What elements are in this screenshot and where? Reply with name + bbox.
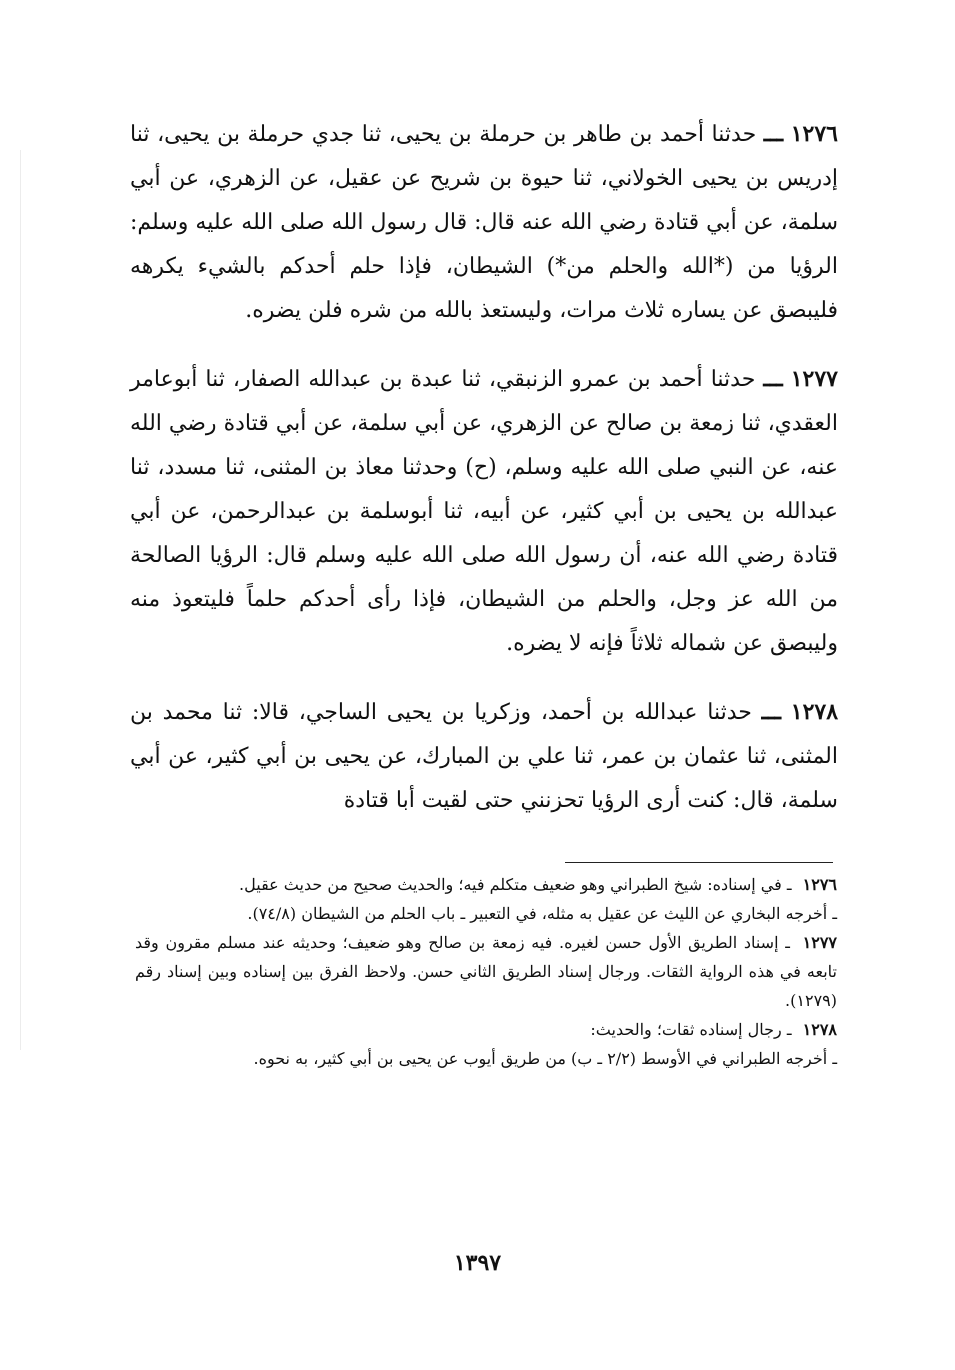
footnote-1278-takhrij [135,1044,837,1073]
footnote-text: أخرجه البخاري عن الليث عن عقيل به مثله، في التعبير ـ باب الحلم من الشيطان (٧٤/٨). [247,904,828,923]
hadith-1276 [130,112,838,333]
footnotes [135,870,837,1073]
footnote-number: ١٢٧٨ [802,1020,837,1039]
footnote-dash: ـ [786,1020,792,1039]
footnote-dash: ـ [785,933,790,952]
footnote-1276 [135,870,837,899]
hadith-1277 [130,357,838,666]
footnote-dash: ـ [832,1049,837,1068]
hadith-1278 [130,690,838,823]
hadith-dash: ـــ [761,699,781,725]
hadith-number: ١٢٧٧ [790,366,838,392]
footnote-number: ١٢٧٦ [802,875,837,894]
hadith-text: حدثنا أحمد بن عمرو الزنبقي، ثنا عبدة بن عبدالله الصفار، ثنا أبوعامر العقدي، ثنا زمعة بن صالح عن الزهري، عن أبي سلمة، عن أبي قتادة رضي الله عنه، عن النبي صلى الله عليه وسلم، (ح) وحدثنا معاذ بن المثنى، ثنا مسدد، ثنا عبدالله بن يحيى بن أبي كثير، عن أبيه، ثنا أبوسلمة بن عبدالرحمن، عن أبي قتادة رضي الله عنه، أن رسول الله صلى الله عليه وسلم قال: الرؤيا الصالحة من الله عز وجل، والحلم من الشيطان، فإذا رأى أحدكم حلماً فليتعوذ منه وليبصق عن شماله ثلاثاً فإنه لا يضره. [130,367,838,656]
main-text [130,112,838,847]
footnote-text: إسناد الطريق الأول حسن لغيره. فيه زمعة بن صالح وهو ضعيف؛ وحديثه عند مسلم مقرون وقد تابعه في هذه الرواية الثقات. ورجال إسناد الطريق الثاني حسن. ولاحظ الفرق بين إسناده وبين إسناد رقم (١٢٧٩). [135,933,837,1010]
footnote-1277 [135,928,837,1015]
footnote-text: أخرجه الطبراني في الأوسط (٢/٢ ـ ب) من طريق أيوب عن يحيى بن أبي كثير، به نحوه. [253,1049,828,1068]
footnote-1276-takhrij [135,899,837,928]
footnote-dash: ـ [832,904,837,923]
hadith-text: حدثنا عبدالله بن أحمد، وزكريا بن يحيى الساجي، قالا: ثنا محمد بن المثنى، ثنا عثمان بن عمر، ثنا علي بن المبارك، عن يحيى بن أبي كثير، عن أبي سلمة، قال: كنت أرى الرؤيا تحزنني حتى لقيت أبا قتادة [130,700,838,813]
footnote-text: في إسناده: شيخ الطبراني وهو ضعيف متكلم فيه؛ والحديث صحيح من حديث عقيل. [239,875,782,894]
page-number: ١٣٩٧ [453,1250,502,1276]
hadith-dash: ـــ [763,366,783,392]
footnote-text: رجال إسناده ثقات؛ والحديث: [590,1020,782,1039]
footnote-1278 [135,1015,837,1044]
hadith-number: ١٢٧٦ [790,121,838,147]
footnote-number: ١٢٧٧ [802,933,837,952]
footnote-separator [565,862,833,863]
hadith-number: ١٢٧٨ [790,699,839,725]
hadith-dash: ـــ [763,121,784,147]
footnote-dash: ـ [786,875,792,894]
hadith-text: حدثنا أحمد بن طاهر بن حرملة بن يحيى، ثنا جدي حرملة بن يحيى، ثنا إدريس بن يحيى الخولاني، ثنا حيوة بن شريح عن عقيل، عن الزهري، عن أبي سلمة، عن أبي قتادة رضي الله عنه قال: قال رسول الله صلى الله عليه وسلم: الرؤيا من (*الله والحلم من*) الشيطان، فإذا حلم أحدكم بالشيء يكرهه فليبصق عن يساره ثلاث مرات، وليستعذ بالله من شره فلن يضره. [130,122,838,323]
scan-margin-line [20,150,21,1050]
